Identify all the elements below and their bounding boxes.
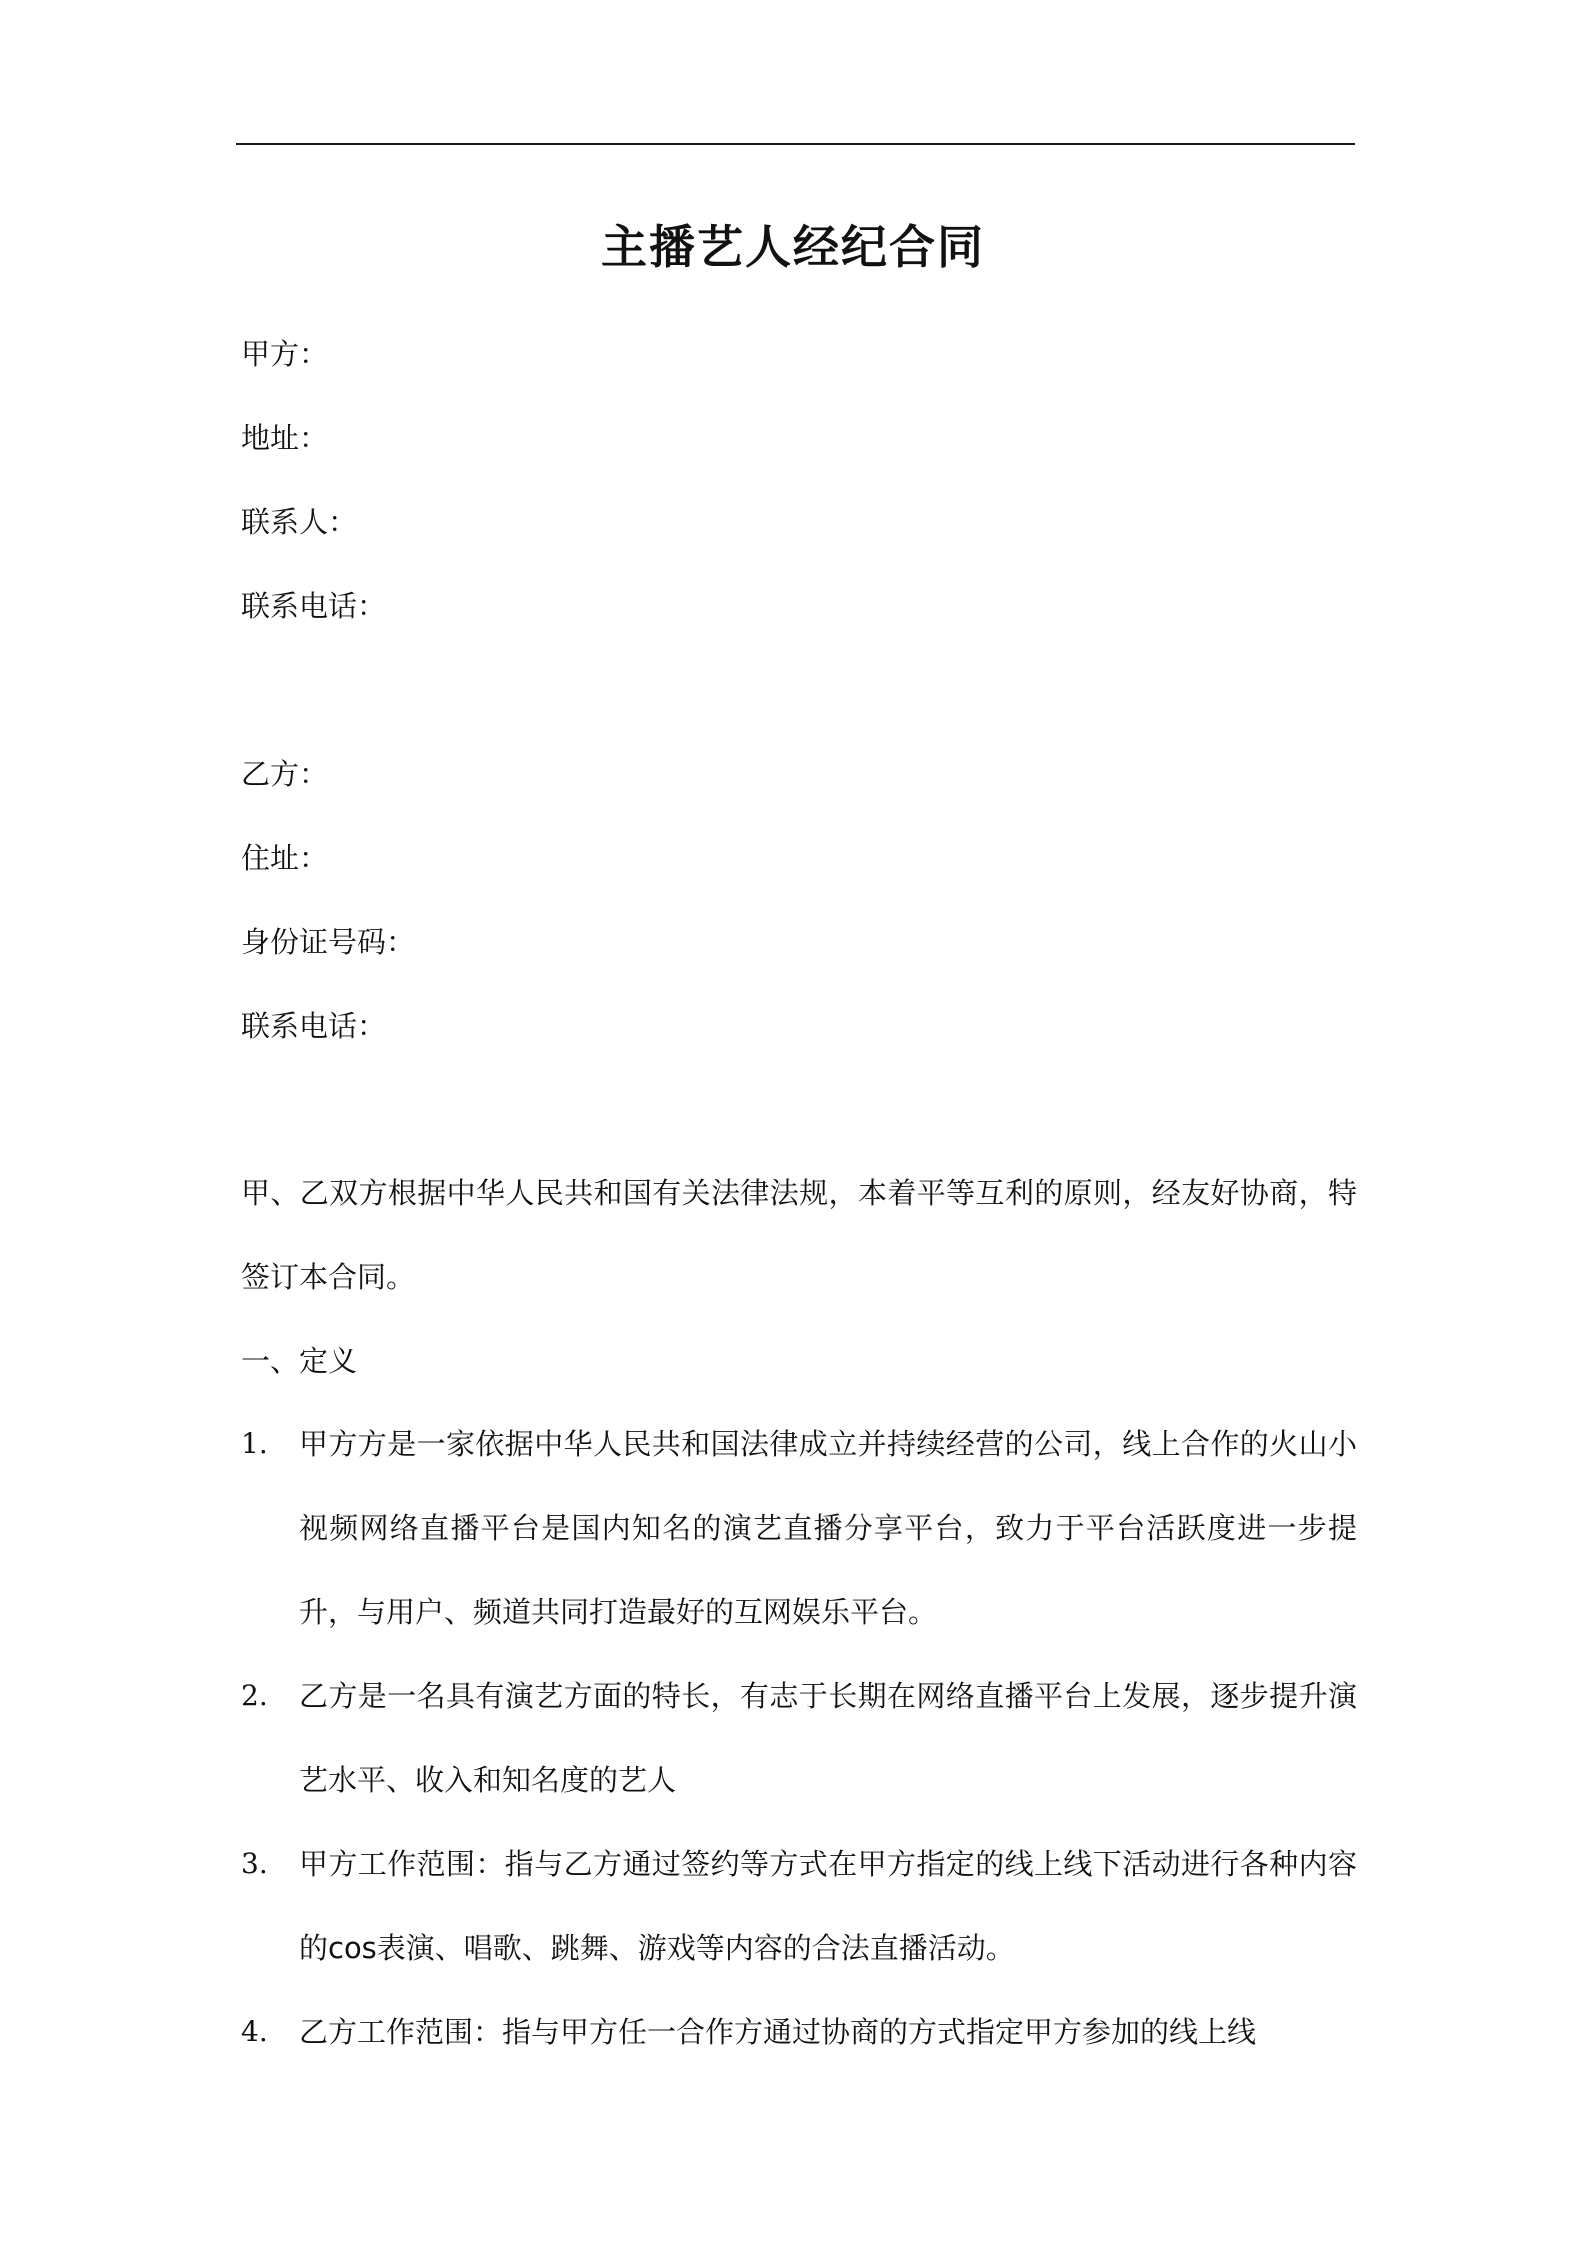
party-b-id-label: 身份证号码： xyxy=(241,925,416,959)
header-rule xyxy=(236,143,1355,145)
item-text: 乙方工作范围：指与甲方任一合作方通过协商的方式指定甲方参加的线上线 xyxy=(299,2015,1257,2049)
item-number: 2. xyxy=(241,1679,268,1712)
party-b-phone-label: 联系电话： xyxy=(241,1009,387,1043)
item-number: 3. xyxy=(241,1847,268,1880)
party-b-name-label: 乙方： xyxy=(241,757,329,791)
party-b-address-label: 住址： xyxy=(241,841,329,875)
item-number: 1. xyxy=(241,1427,268,1460)
party-a-contact-label: 联系人： xyxy=(241,505,358,539)
definition-item-2 xyxy=(241,1654,1357,1822)
preamble-paragraph: 甲、乙双方根据中华人民共和国有关法律法规，本着平等互利的原则，经友好协商，特签订本合同。 xyxy=(241,1176,1357,1294)
item-text: 甲方方是一家依据中华人民共和国法律成立并持续经营的公司，线上合作的火山小视频网络直播平台是国内知名的演艺直播分享平台，致力于平台活跃度进一步提升，与用户、频道共同打造最好的互网娱乐平台。 xyxy=(299,1427,1357,1629)
party-a-address-label: 地址： xyxy=(241,421,329,455)
item-number: 4. xyxy=(241,2015,268,2048)
definition-item-4 xyxy=(241,1990,1357,2074)
item-text: 甲方工作范围：指与乙方通过签约等方式在甲方指定的线上线下活动进行各种内容的cos表演、唱歌、跳舞、游戏等内容的合法直播活动。 xyxy=(299,1847,1357,1965)
definition-item-3 xyxy=(241,1822,1357,1990)
document-title: 主播艺人经纪合同 xyxy=(601,220,985,274)
item-text: 乙方是一名具有演艺方面的特长，有志于长期在网络直播平台上发展，逐步提升演艺水平、收入和知名度的艺人 xyxy=(299,1679,1357,1797)
party-a-phone-label: 联系电话： xyxy=(241,589,387,623)
party-a-name-label: 甲方： xyxy=(241,337,329,371)
definition-item-1 xyxy=(241,1402,1357,1654)
section-1-heading: 一、定义 xyxy=(241,1344,358,1378)
